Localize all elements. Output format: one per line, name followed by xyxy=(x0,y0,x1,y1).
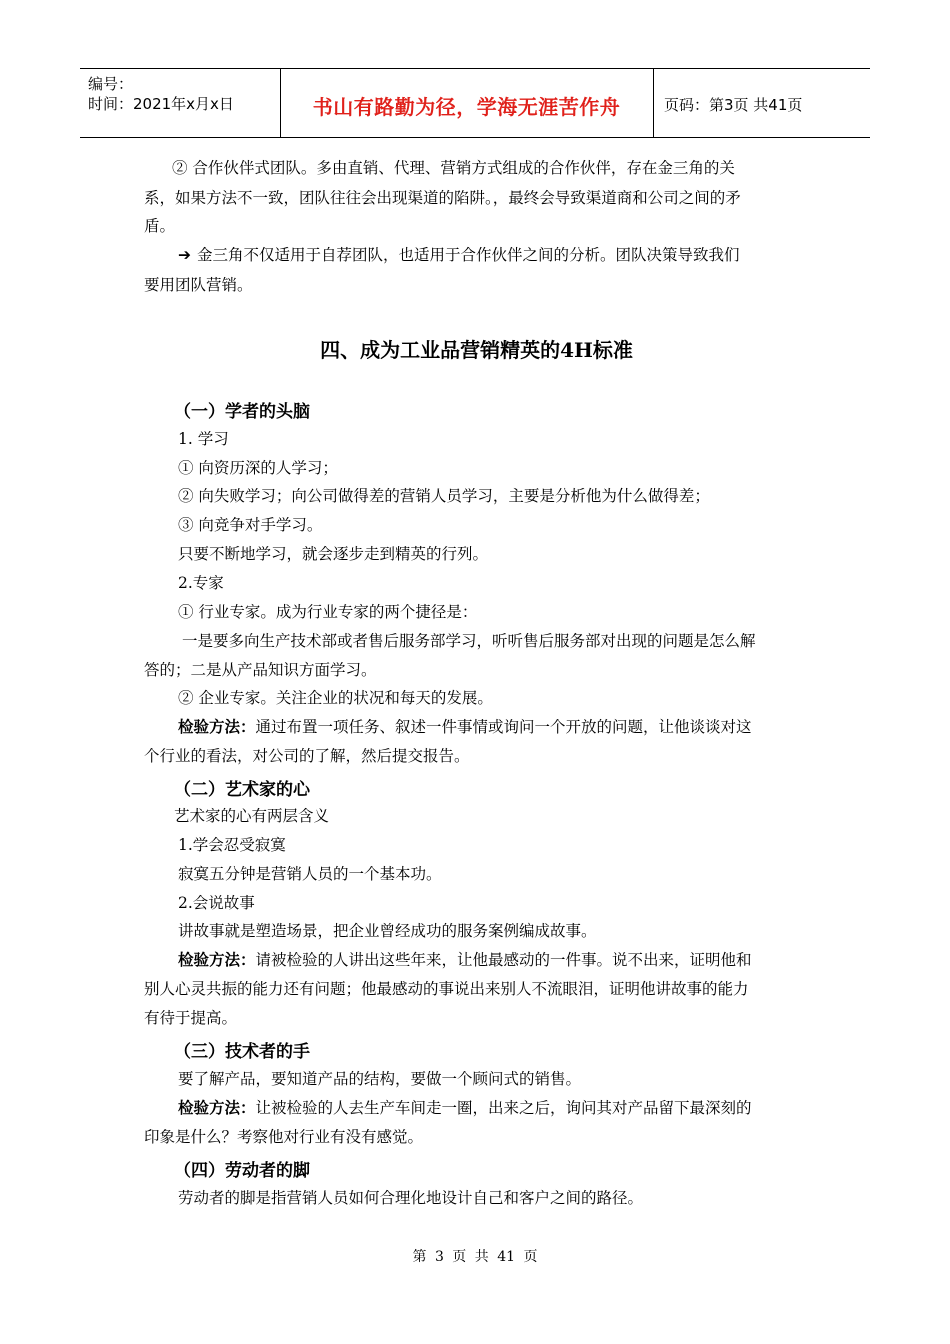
paragraph-line: ② 向失败学习；向公司做得差的营销人员学习，主要是分析他为什么做得差； xyxy=(178,487,710,505)
paragraph-line: ③ 向竞争对手学习。 xyxy=(178,516,323,534)
paragraph-line: 要了解产品，要知道产品的结构，要做一个顾问式的销售。 xyxy=(178,1070,582,1088)
paragraph-line xyxy=(178,245,740,265)
paragraph-line: ② 合作伙伴式团队。多由直销、代理、营销方式组成的合作伙伴，存在金三角的关 xyxy=(172,159,735,177)
paragraph-line: 别人心灵共振的能力还有问题；他最感动的事说出来别人不流眼泪，证明他讲故事的能力 xyxy=(144,980,749,998)
paragraph-line: 一是要多向生产技术部或者售后服务部学习，听听售后服务部对出现的问题是怎么解 xyxy=(182,632,756,650)
paragraph-line xyxy=(178,1098,752,1118)
header-page-info: 页码：第3页 共41页 xyxy=(664,96,803,114)
paragraph-line: 要用团队营销。 xyxy=(144,276,253,294)
paragraph-line xyxy=(178,950,752,970)
subsection-title: （三）技术者的手 xyxy=(174,1042,310,1062)
subsection-title: （二）艺术家的心 xyxy=(174,780,310,800)
document-code-label: 编号： xyxy=(88,75,134,93)
paragraph-line: 2.专家 xyxy=(178,574,224,592)
header-page-cell xyxy=(654,69,870,137)
paragraph-text: 让被检验的人去生产车间走一圈，出来之后，询问其对产品留下最深刻的 xyxy=(255,1099,752,1117)
subsection-title: （一）学者的头脑 xyxy=(174,402,310,422)
header-motto: 书山有路勤为径，学海无涯苦作舟 xyxy=(312,95,621,119)
page-footer: 第 3 页 共 41 页 xyxy=(412,1249,538,1265)
section-title: 四、成为工业品营销精英的4H标准 xyxy=(320,338,633,362)
paragraph-line: 只要不断地学习，就会逐步走到精英的行列。 xyxy=(178,545,489,563)
paragraph-line: 印象是什么？考察他对行业有没有感觉。 xyxy=(144,1128,424,1146)
check-method-label: 检验方法： xyxy=(178,717,256,736)
paragraph-line: 讲故事就是塑造场景，把企业曾经成功的服务案例编成故事。 xyxy=(178,922,597,940)
right-arrow-icon: ➔ xyxy=(178,246,191,264)
paragraph-line: 寂寞五分钟是营销人员的一个基本功。 xyxy=(178,865,442,883)
document-time-label: 时间：2021年x月x日 xyxy=(88,95,234,113)
paragraph-line: 系，如果方法不一致，团队往往会出现渠道的陷阱。，最终会导致渠道商和公司之间的矛 xyxy=(144,189,741,207)
paragraph-line: ② 企业专家。关注企业的状况和每天的发展。 xyxy=(178,689,493,707)
paragraph-line: 答的；二是从产品知识方面学习。 xyxy=(144,661,377,679)
paragraph-text: 请被检验的人讲出这些年来，让他最感动的一件事。说不出来，证明他和 xyxy=(255,951,752,969)
paragraph-line: 有待于提高。 xyxy=(144,1009,238,1027)
paragraph-line: 劳动者的脚是指营销人员如何合理化地设计自己和客户之间的路径。 xyxy=(178,1189,644,1207)
paragraph-line: 1.学会忍受寂寞 xyxy=(178,836,286,854)
paragraph-line: 艺术家的心有两层含义 xyxy=(174,807,330,825)
check-method-label: 检验方法： xyxy=(178,950,256,969)
subsection-title: （四）劳动者的脚 xyxy=(174,1161,310,1181)
paragraph-line: 盾。 xyxy=(144,217,176,235)
paragraph-line: 个行业的看法，对公司的了解，然后提交报告。 xyxy=(144,747,470,765)
paragraph-text: 金三角不仅适用于自荐团队，也适用于合作伙伴之间的分析。团队决策导致我们 xyxy=(197,246,740,264)
paragraph-line xyxy=(178,717,752,737)
check-method-label: 检验方法： xyxy=(178,1098,256,1117)
header-motto-cell xyxy=(280,69,654,137)
paragraph-line: 1. 学习 xyxy=(178,430,229,448)
paragraph-line: ① 向资历深的人学习； xyxy=(178,459,338,477)
paragraph-text: 通过布置一项任务、叙述一件事情或询问一个开放的问题，让他谈谈对这 xyxy=(255,718,752,736)
paragraph-line: ① 行业专家。成为行业专家的两个捷径是： xyxy=(178,603,478,621)
paragraph-line: 2.会说故事 xyxy=(178,894,255,912)
page-header xyxy=(80,68,870,138)
header-meta-cell xyxy=(80,69,281,137)
